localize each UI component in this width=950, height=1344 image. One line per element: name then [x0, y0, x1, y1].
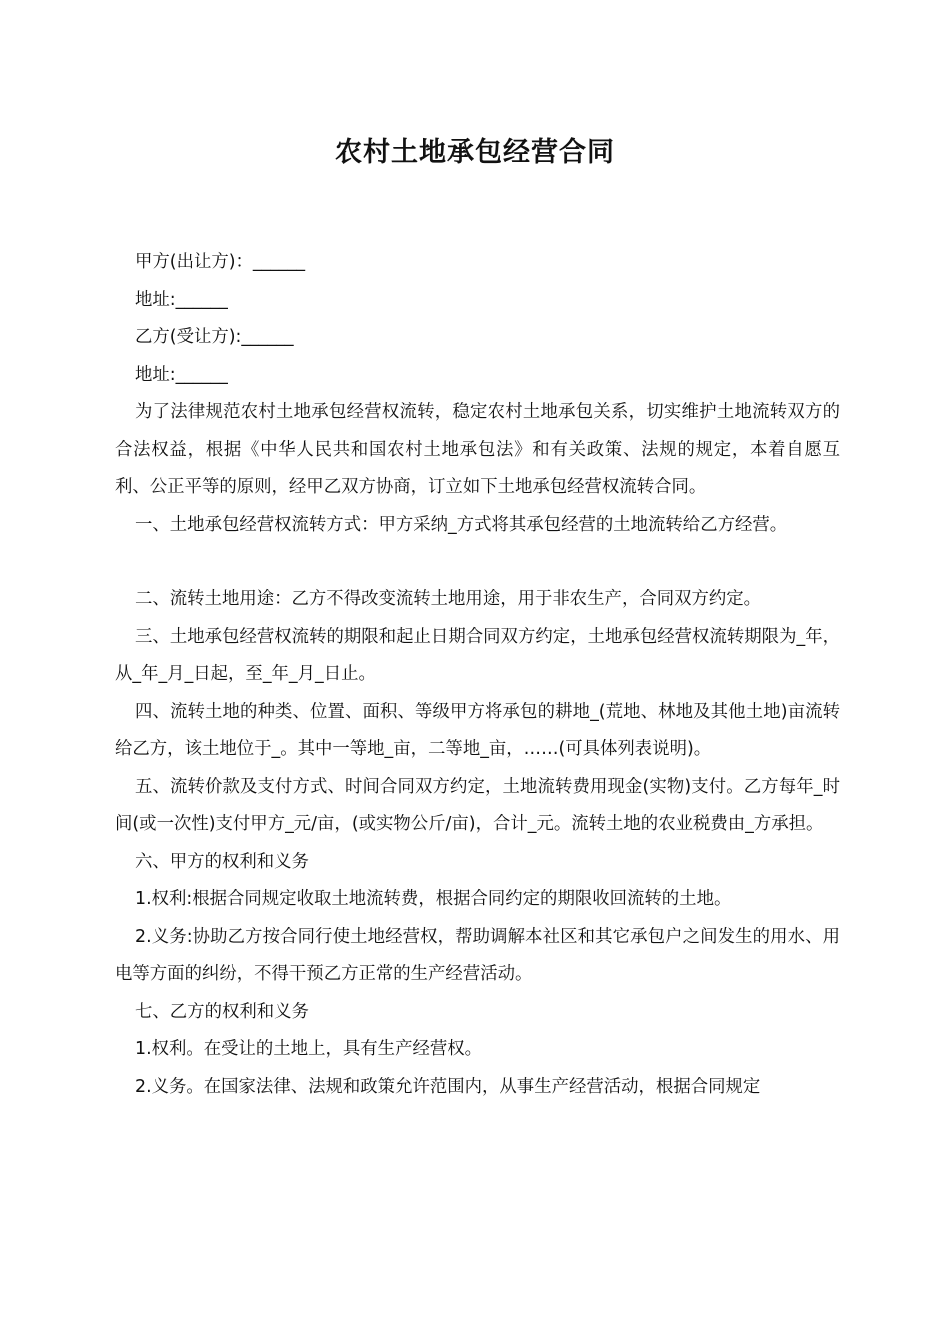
party-b-address-line: 地址:______: [135, 364, 228, 385]
party-b-line: 乙方(受让方):______: [135, 327, 294, 347]
party-a-address-line: 地址:______: [135, 289, 228, 310]
clause-1: 一、土地承包经营权流转方式：甲方采纳_方式将其承包经营的土地流转给乙方经营。: [135, 514, 788, 535]
clause-3: 三、土地承包经营权流转的期限和起止日期合同双方约定，土地承包经营权流转期限为_年，从_年_月_日起，至_年_月_日止。: [115, 626, 840, 684]
clause-6-heading: 六、甲方的权利和义务: [135, 851, 309, 872]
clause-7-rights: 1.权利。在受让的土地上，具有生产经营权。: [135, 1039, 483, 1059]
clause-7-duties: 2.义务。在国家法律、法规和政策允许范围内，从事生产经营活动，根据合同规定: [135, 1076, 761, 1097]
party-a-line: 甲方(出让方)：______: [135, 252, 306, 272]
document-body: [115, 244, 840, 1106]
clause-6-rights: 1.权利:根据合同规定收取土地流转费，根据合同约定的期限收回流转的土地。: [135, 889, 732, 909]
document-title: 农村土地承包经营合同: [335, 137, 615, 168]
clause-4: 四、流转土地的种类、位置、面积、等级甲方将承包的耕地_(荒地、林地及其他土地)亩流转给乙方，该土地位于_。其中一等地_亩，二等地_亩，……(可具体列表说明)。: [115, 701, 840, 759]
clause-7-heading: 七、乙方的权利和义务: [135, 1001, 309, 1022]
clause-6-duties: 2.义务:协助乙方按合同行使土地经营权，帮助调解本社区和其它承包户之间发生的用水、用电等方面的纠纷，不得干预乙方正常的生产经营活动。: [115, 926, 840, 984]
clause-5: 五、流转价款及支付方式、时间合同双方约定，土地流转费用现金(实物)支付。乙方每年_时间(或一次性)支付甲方_元/亩，(或实物公斤/亩)，合计_元。流转土地的农业税费由_方承担。: [115, 776, 840, 834]
clause-2: 二、流转土地用途：乙方不得改变流转土地用途，用于非农生产，合同双方约定。: [135, 589, 762, 609]
preamble-paragraph: 为了法律规范农村土地承包经营权流转，稳定农村土地承包关系，切实维护土地流转双方的合法权益，根据《中华人民共和国农村土地承包法》和有关政策、法规的规定，本着自愿互利、公正平等的原则，经甲乙双方协商，订立如下土地承包经营权流转合同。: [115, 402, 840, 497]
